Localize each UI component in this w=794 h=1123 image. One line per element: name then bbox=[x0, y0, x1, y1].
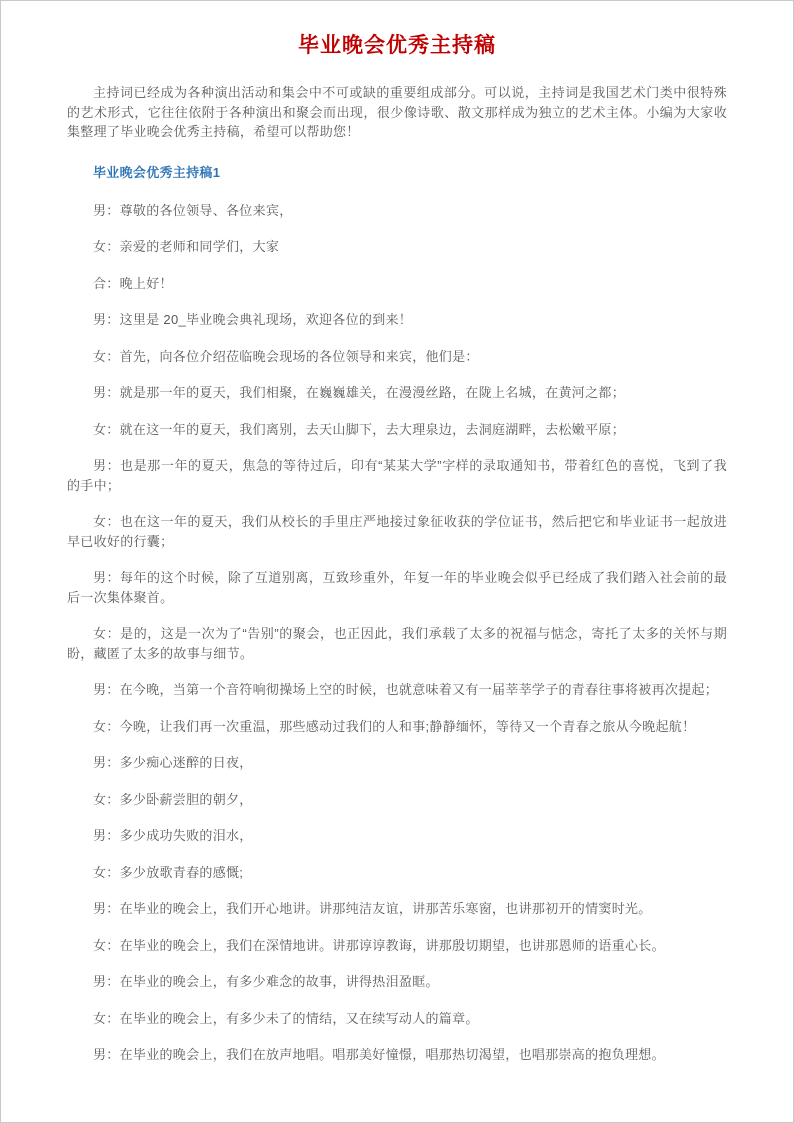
dialogue-line: 女：是的，这是一次为了“告别”的聚会，也正因此，我们承载了太多的祝福与惦念，寄托了太多的关怀与期盼，藏匿了太多的故事与细节。 bbox=[67, 626, 727, 661]
dialogue-line: 女：首先，向各位介绍莅临晚会现场的各位领导和来宾，他们是： bbox=[93, 348, 479, 364]
section-heading-1: 毕业晚会优秀主持稿1 bbox=[93, 164, 221, 180]
dialogue-line: 男：在毕业的晚会上，我们开心地讲。讲那纯洁友谊，讲那苦乐寒窗，也讲那初开的情窦时光。 bbox=[93, 901, 652, 916]
dialogue-line: 男：多少成功失败的泪水， bbox=[93, 828, 253, 843]
dialogue-line: 女：亲爱的老师和同学们，大家 bbox=[93, 239, 280, 254]
dialogue-line: 女：在毕业的晚会上，我们在深情地讲。讲那谆谆教诲，讲那殷切期望，也讲那恩师的语重心长。 bbox=[93, 937, 665, 953]
dialogue-line: 男：尊敬的各位领导、各位来宾， bbox=[93, 202, 293, 218]
dialogue-line: 男：在毕业的晚会上，有多少难念的故事，讲得热泪盈眶。 bbox=[93, 974, 439, 989]
dialogue-line: 女：就在这一年的夏天，我们离别，去天山脚下，去大理泉边，去洞庭湖畔，去松嫩平原； bbox=[93, 421, 626, 437]
dialogue-line: 合：晚上好！ bbox=[93, 275, 173, 291]
dialogue-line: 男：在毕业的晚会上，我们在放声地唱。唱那美好憧憬，唱那热切渴望，也唱那崇高的抱负理想。 bbox=[93, 1047, 665, 1062]
dialogue-line: 女：多少放歌青春的感慨; bbox=[93, 864, 244, 880]
dialogue-line: 女：在毕业的晚会上，有多少未了的情结，又在续写动人的篇章。 bbox=[93, 1010, 479, 1026]
dialogue-line: 男：每年的这个时候，除了互道别离，互致珍重外，年复一年的毕业晚会似乎已经成了我们踏入社会前的最后一次集体聚首。 bbox=[67, 570, 727, 605]
dialogue-line: 男：也是那一年的夏天，焦急的等待过后，印有“某某大学”字样的录取通知书，带着红色的喜悦，飞到了我的手中； bbox=[67, 458, 727, 493]
dialogue-line: 男：在今晚，当第一个音符响彻操场上空的时候，也就意味着又有一届莘莘学子的青春往事将被再次提起； bbox=[93, 682, 719, 697]
dialogue-line: 男：多少痴心迷醉的日夜， bbox=[93, 755, 253, 770]
dialogue-line: 男：就是那一年的夏天，我们相聚，在巍巍雄关，在漫漫丝路，在陇上名城，在黄河之都； bbox=[93, 385, 626, 400]
dialogue-line: 女：也在这一年的夏天，我们从校长的手里庄严地接过象征收获的学位证书，然后把它和毕业证书一起放进早已收好的行囊； bbox=[67, 514, 727, 549]
dialogue-line: 男：这里是 20_毕业晚会典礼现场，欢迎各位的到来！ bbox=[93, 312, 413, 327]
dialogue-line: 女：多少卧薪尝胆的朝夕， bbox=[93, 791, 253, 807]
dialogue-line: 女：今晚，让我们再一次重温，那些感动过我们的人和事;静静缅怀，等待又一个青春之旅从今晚起航！ bbox=[93, 718, 696, 734]
intro-paragraph: 主持词已经成为各种演出活动和集会中不可或缺的重要组成部分。可以说，主持词是我国艺术门类中很特殊的艺术形式，它往往依附于各种演出和聚会而出现，很少像诗歌、散文那样成为独立的艺术主体。小编为大家收集整理了毕业晚会优秀主持稿，希望可以帮助您！ bbox=[67, 85, 727, 139]
page-title: 毕业晚会优秀主持稿 bbox=[298, 34, 496, 57]
dialogue-section bbox=[67, 201, 727, 1065]
